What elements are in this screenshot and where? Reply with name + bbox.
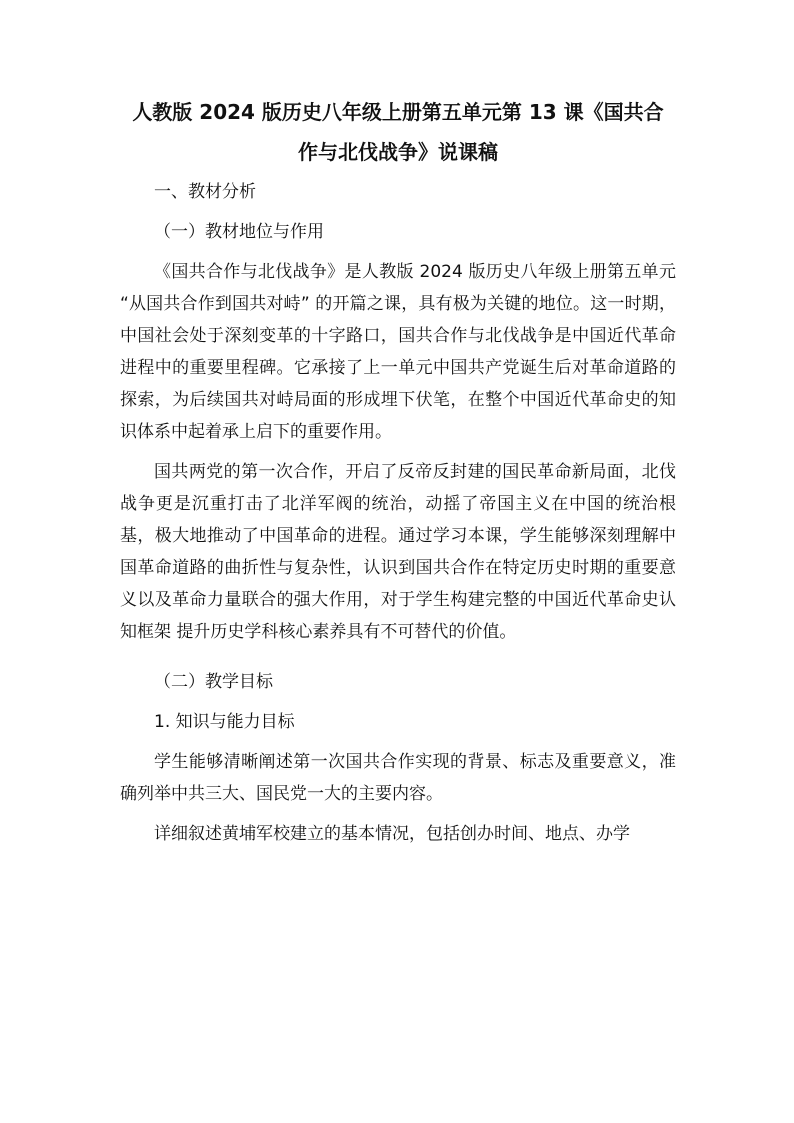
title-line-1: 人教版 2024 版历史八年级上册第五单元第 13 课《国共合 — [132, 100, 664, 124]
document-title — [120, 92, 676, 172]
body-paragraph-4: 详细叙述黄埔军校建立的基本情况，包括创办时间、地点、办学 — [154, 824, 630, 844]
body-paragraph-1: 《国共合作与北伐战争》是人教版 2024 版历史八年级上册第五单元 “从国共合作到国共对峙” 的开篇之课，具有极为关键的地位。这一时期，中国社会处于深刻变革的十字路口，国共合作与北伐战争是中国近代革命进程中的重要里程碑。它承接了上一单元中国共产党诞生后对革命道路的探索，为后续国共对峙局面的形成埋下伏笔，在整个中国近代革命史的知识体系中起着承上启下的重要作用。 — [120, 262, 676, 442]
document-page — [120, 92, 676, 858]
subsection-heading-teaching-goals: （二）教学目标 — [154, 672, 273, 692]
subsection-heading-status-and-role: （一）教材地位与作用 — [154, 222, 324, 242]
body-paragraph-2: 国共两党的第一次合作，开启了反帝反封建的国民革命新局面，北伐战争更是沉重打击了北洋军阀的统治，动摇了帝国主义在中国的统治根基，极大地推动了中国革命的进程。通过学习本课，学生能够深刻理解中国革命道路的曲折性与复杂性，认识到国共合作在特定历史时期的重要意义以及革命力量联合的强大作用，对于学生构建完整的中国近代革命史认知框架 提升历史学科核心素养具有不可替代的价值。 — [120, 462, 676, 642]
title-line-2: 作与北伐战争》说课稿 — [298, 140, 498, 164]
body-paragraph-3: 学生能够清晰阐述第一次国共合作实现的背景、标志及重要意义，准确列举中共三大、国民党一大的主要内容。 — [120, 752, 676, 804]
subsubsection-heading-knowledge-ability: 1. 知识与能力目标 — [154, 712, 295, 732]
section-heading-teaching-material-analysis: 一、教材分析 — [154, 182, 256, 202]
